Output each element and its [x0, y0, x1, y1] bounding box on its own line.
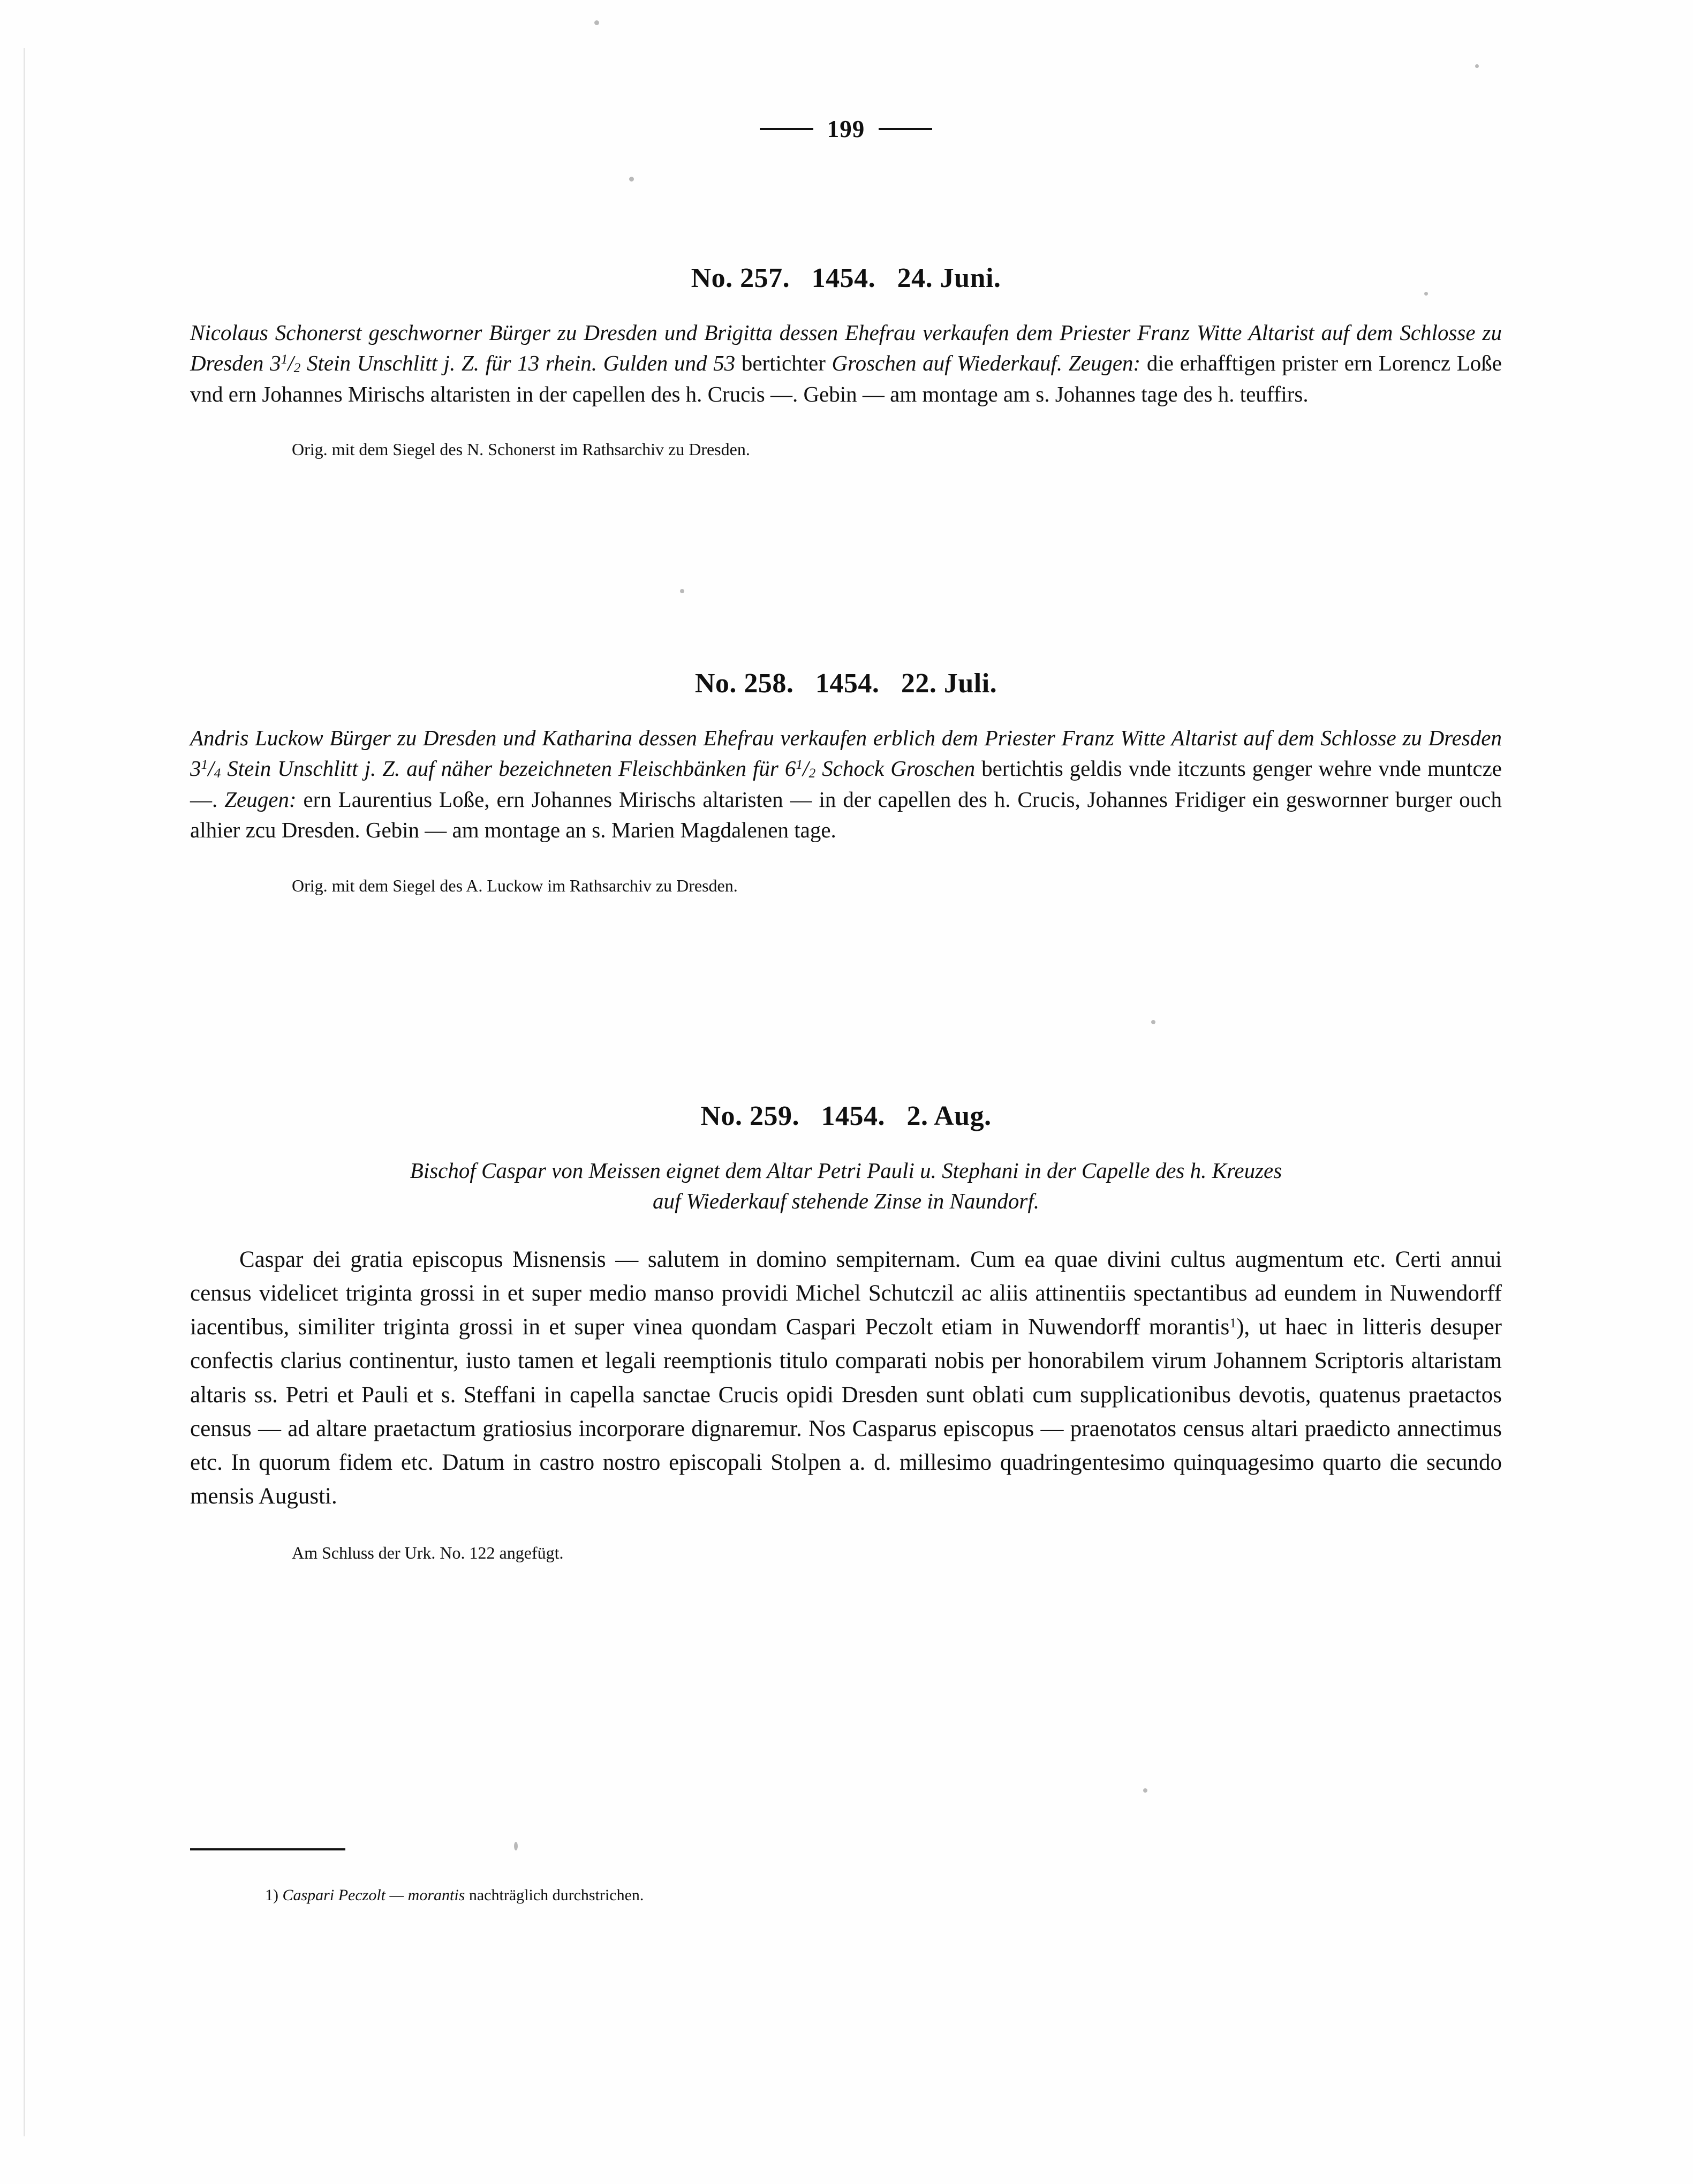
folio-rule-right [879, 128, 932, 130]
regest-segment: Stein Unschlitt j. Z. für 13 rhein. Gulden und 53 [300, 351, 742, 376]
scan-speck [1143, 1788, 1147, 1793]
regest-segment-zeugen: Zeugen: [224, 787, 304, 812]
entry-259-heading: No. 259. 1454. 2. Aug. [700, 1101, 992, 1131]
scan-speck [594, 20, 599, 25]
entry-257 [190, 262, 1502, 462]
footnote-1 [265, 1885, 1443, 1907]
entry-259-source-note: Am Schluss der Urk. No. 122 angefügt. [292, 1543, 564, 1563]
page-folio-number [190, 115, 1502, 143]
entry-259-subtitle-line-1: Bischof Caspar von Meissen eignet dem Altar Petri Pauli u. Stephani in der Capelle des h. Kreuzes [410, 1158, 1282, 1183]
entry-257-regest [190, 318, 1502, 410]
folio-number-text: 199 [827, 116, 865, 142]
footnote-separator-rule [190, 1848, 345, 1850]
regest-segment: Stein Unschlitt j. Z. auf näher bezeichneten Fleischbänken für [221, 756, 785, 781]
entry-258 [190, 668, 1502, 897]
regest-segment: Groschen auf Wiederkauf. Zeugen: [825, 351, 1147, 376]
entry-259-subtitle-line-2: auf Wiederkauf stehende Zinse in Naundorf. [653, 1189, 1039, 1214]
entry-257-source-note: Orig. mit dem Siegel des N. Schonerst im Rathsarchiv zu Dresden. [292, 440, 750, 459]
regest-segment: Nicolaus Schonerst geschworner Bürger zu Dresden und Brigitta dessen Ehefrau verkaufen dem Priester Franz Witte Altarist auf dem Schlosse zu Dresden [190, 320, 1502, 376]
footnote-reference-1[interactable]: 1 [1229, 1315, 1237, 1331]
fraction-three-and-half: $3^1/_2$ [270, 351, 301, 376]
entry-258-heading: No. 258. 1454. 22. Juli. [694, 668, 997, 699]
entry-259-body [190, 1243, 1502, 1514]
entry-259 [190, 1100, 1502, 1565]
entry-257-heading: No. 257. 1454. 24. Juni. [691, 263, 1001, 293]
regest-roman-body: die erhafftigen prister ern Lorencz Loße vnd ern Johannes Mirischs altaristen in der capellen des h. Crucis —. Gebin — am montage am s. Johannes tage des h. teuffirs. [190, 351, 1502, 406]
scan-speck [1151, 1020, 1155, 1024]
scan-speck [1475, 64, 1479, 68]
regest-roman-witnesses: ern Laurentius Loße, ern Johannes Mirischs altaristen — in der capellen des h. Crucis, Johannes Fridiger ein geswornner burger ouch alhier zcu Dresden. Gebin — am montage an s. Marien Magdalenen tage. [190, 787, 1502, 843]
footnote-italic-part: Caspari Peczolt — morantis [282, 1886, 465, 1904]
regest-roman-body: bertichtis geldis vnde itczunts genger wehre vnde muntcze —. [190, 756, 1502, 812]
scan-speck [629, 177, 634, 182]
latin-body-part-2: ), ut haec in litteris desuper confectis clarius continentur, iusto tamen et legali reemptionis titulo comparati nobis per honorabilem virum Johannem Scriptoris altaristam altaris ss. Petri et Pauli et s. Steffani in capella sanctae Crucis opidi Dresden sunt oblati cum supplicationibus devotis, quatenus praetactos census — ad altare praetactum gratiosius incorporare dignaremur. Nos Casparus episcopus — praenotatos census altari praedicto annectimus etc. In quorum fidem etc. Datum in castro nostro episcopali Stolpen a. d. millesimo quadringentesimo quinquagesimo quarto die secundo mensis Augusti. [190, 1314, 1502, 1509]
entry-258-regest [190, 723, 1502, 846]
entry-258-source-note: Orig. mit dem Siegel des A. Luckow im Rathsarchiv zu Dresden. [292, 875, 738, 895]
regest-roman-word: bertichter [741, 351, 826, 376]
footnote-marker: 1) [265, 1886, 278, 1904]
regest-segment: Andris Luckow Bürger zu Dresden und Katharina dessen Ehefrau verkaufen erblich dem Priester Franz Witte Altarist auf dem Schlosse zu Dresden [190, 726, 1502, 750]
scan-speck [514, 1842, 518, 1850]
scan-speck [680, 589, 684, 593]
latin-body-part-1: Caspar dei gratia episcopus Misnensis — salutem in domino sempiternam. Cum ea quae divini cultus augmentum etc. Certi annui census videlicet triginta grossi in et super medio manso providi Michel Schutczil ac aliis attinentiis spectantibus ad eundem in Nuwendorff iacentibus, similiter triginta grossi in et super vinea quondam Caspari Peczolt etiam in Nuwendorff morantis [190, 1246, 1502, 1340]
regest-segment: Schock Groschen [815, 756, 982, 781]
scan-edge-artifact [24, 48, 25, 2136]
fraction-six-and-half: $6^1/_2$ [784, 756, 816, 781]
fraction-three-and-quarter: $3^1/_4$ [190, 756, 221, 781]
footnote-roman-part: nachträglich durchstrichen. [465, 1886, 644, 1904]
folio-rule-left [760, 128, 813, 130]
